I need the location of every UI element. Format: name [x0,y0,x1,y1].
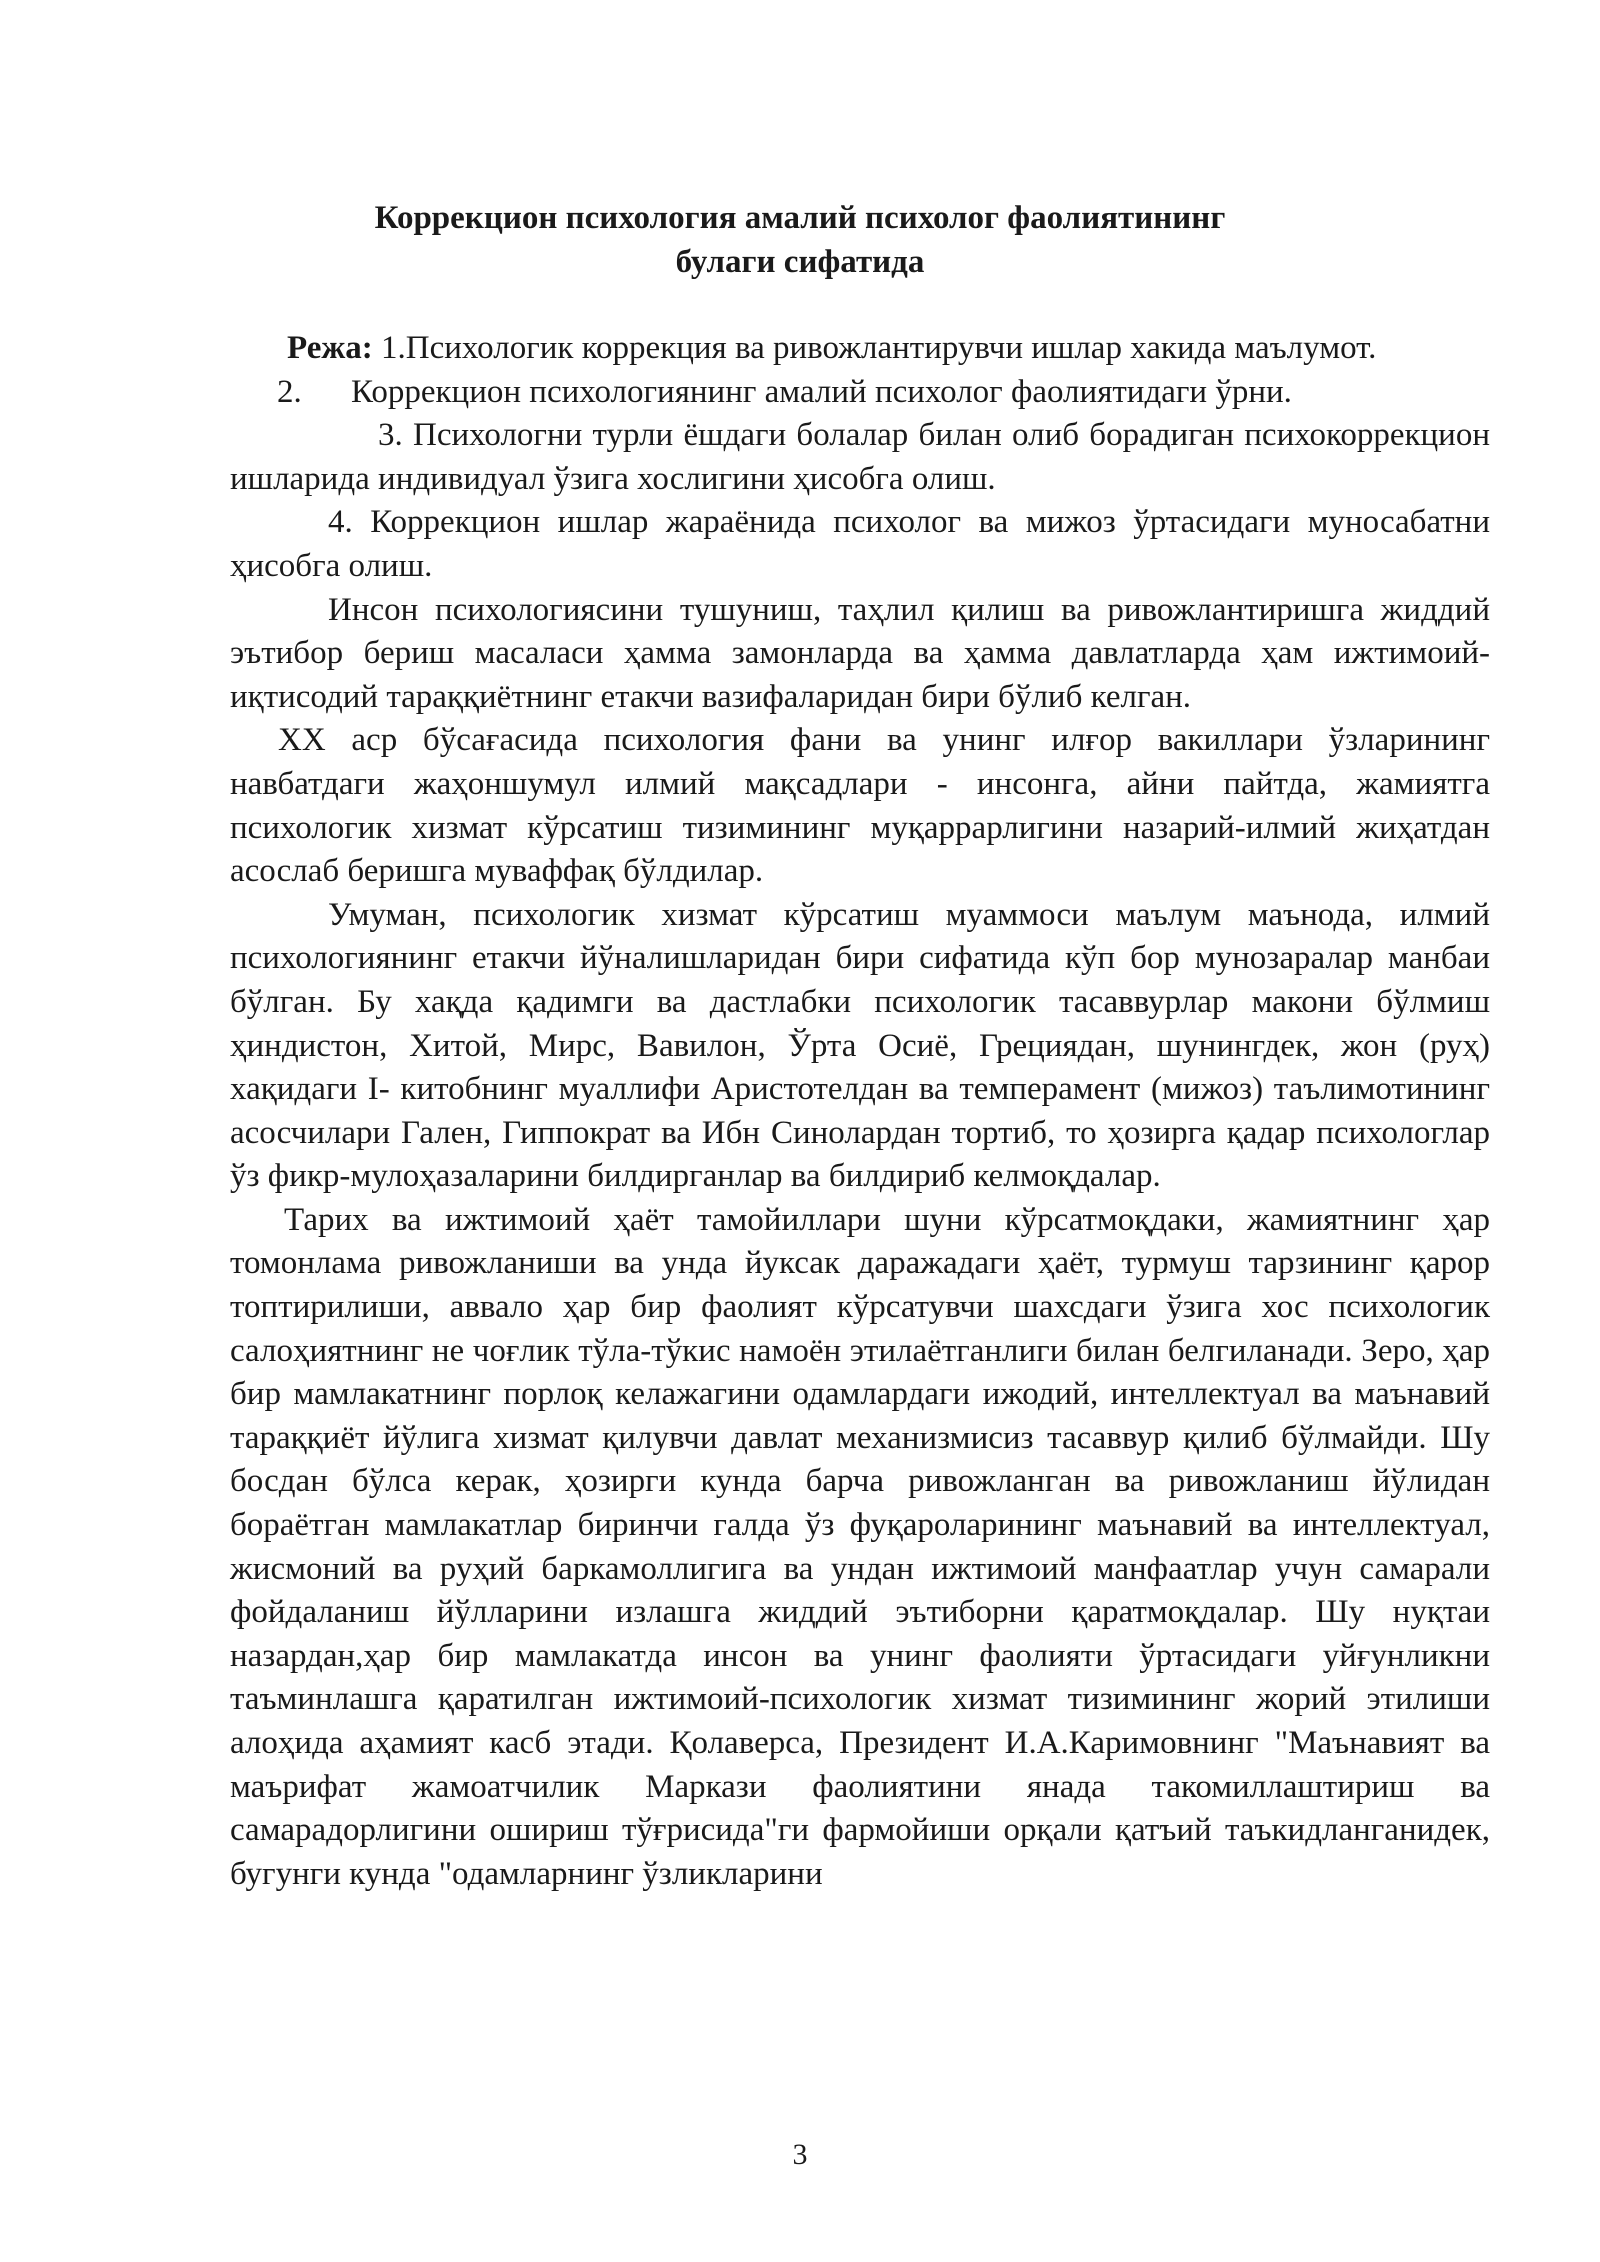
page-number: 3 [792,2138,808,2171]
paragraph-3: Умуман, психологик хизмат кўрсатиш муаммоси маълум маънода, илмий психологиянинг етакчи йўналишларидан бири сифатида кўп бор мунозаралар манбаи бўлган. Бу хақда қадимги ва дастлабки психологик тасаввурлар макони бўлмиш ҳиндистон, Хитой, Мирс, Вавилон, Ўрта Осиё, Грециядан, шунингдек, жон (руҳ) хақидаги I- китобнинг муаллифи Аристотелдан ва темперамент (мижоз) таълимотининг асосчилари Гален, Гиппократ ва Ибн Синолардан тортиб, то ҳозирга қадар психологлар ўз фикр-мулоҳазаларини билдирганлар ва билдириб келмоқдалар. [230,896,1490,1195]
paragraph-2: XX аср бўсағасида психология фани ва унинг илғор вакиллари ўзларининг навбатдаги жаҳоншумул илмий мақсадлари - инсонга, айни пайтда, жамиятга психологик хизмат кўрсатиш тизимининг муқаррарлигини назарий-илмий жиҳатдан асослаб беришга муваффақ бўлдилар. [230,722,1490,890]
plan-item-1-text: 1.Психологик коррекция ва ривожлантирувчи ишлар хакида маълумот. [372,330,1377,366]
title-line-2: булаги сифатида [675,244,925,280]
plan-item-2-number: 2. [277,373,302,410]
plan-item-2-text: Коррекцион психологиянинг амалий психолог фаолиятидаги ўрни. [351,373,1292,410]
paragraph-4: Тарих ва ижтимоий ҳаёт тамойиллари шуни кўрсатмоқдаки, жамиятнинг ҳар томонлама ривожланиши ва унда йуксак даражадаги ҳаёт, турмуш тарзининг қарор топтирилиши, аввало ҳар бир фаолият кўрсатувчи шахсдаги ўзига хос психологик салоҳиятнинг не чоғлик тўла-тўкис намоён этилаётганлиги билан белгиланади. Зеро, ҳар бир мамлакатнинг порлоқ келажагини одамлардаги ижодий, интеллектуал ва маънавий тараққиёт йўлига хизмат қилувчи давлат механизмисиз тасаввур қилиб бўлмайди. Шу босдан бўлса керак, ҳозирги кунда барча ривожланган ва ривожланиш йўлидан бораётган мамлакатлар биринчи галда ўз фуқароларининг маънавий ва интеллектуал, жисмоний ва руҳий баркамоллигига ва ундан ижтимоий манфаатлар учун самарали фойдаланиш йўлларини излашга жиддий эътиборни қаратмоқдалар. Шу нуқтаи назардан,ҳар бир мамлакатда инсон ва унинг фаолияти ўртасидаги уйғунликни таъминлашга қаратилган ижтимоий-психологик хизмат тизимининг жорий этилиши алоҳида аҳамият касб этади. Қолаверса, Президент И.А.Каримовнинг "Маънавият ва маърифат жамоатчилик Маркази фаолиятини янада такомиллаштириш ва самарадорлигини ошириш тўғрисида"ги фармойиши орқали қатъий таъкидланганидек, бугунги кунда "одамларнинг ўзликларини [230,1201,1490,1892]
document-title [230,196,1370,284]
plan-item-4: 4. Коррекцион ишлар жараёнида психолог ва мижоз ўртасидаги муносабатни ҳисобга олиш. [230,504,1490,584]
paragraph-1: Инсон психологиясини тушуниш, таҳлил қилиш ва ривожлантиришга жиддий эътибор бериш масаласи ҳамма замонларда ва ҳамма давлатларда ҳам ижтимоий-иқтисодий тараққиётнинг етакчи вазифаларидан бири бўлиб келган. [230,591,1490,715]
plan-item-1 [230,327,1490,371]
plan-item-3: 3. Психологни турли ёшдаги болалар билан олиб борадиган психокоррекцион ишларида индивидуал ўзига хослигини ҳисобга олиш. [230,417,1490,497]
plan-label: Режа: [287,330,373,366]
document-body [230,327,1490,1896]
title-line-1: Коррекцион психология амалий психолог фаолиятининг [374,200,1226,236]
plan-item-2 [230,371,1490,415]
